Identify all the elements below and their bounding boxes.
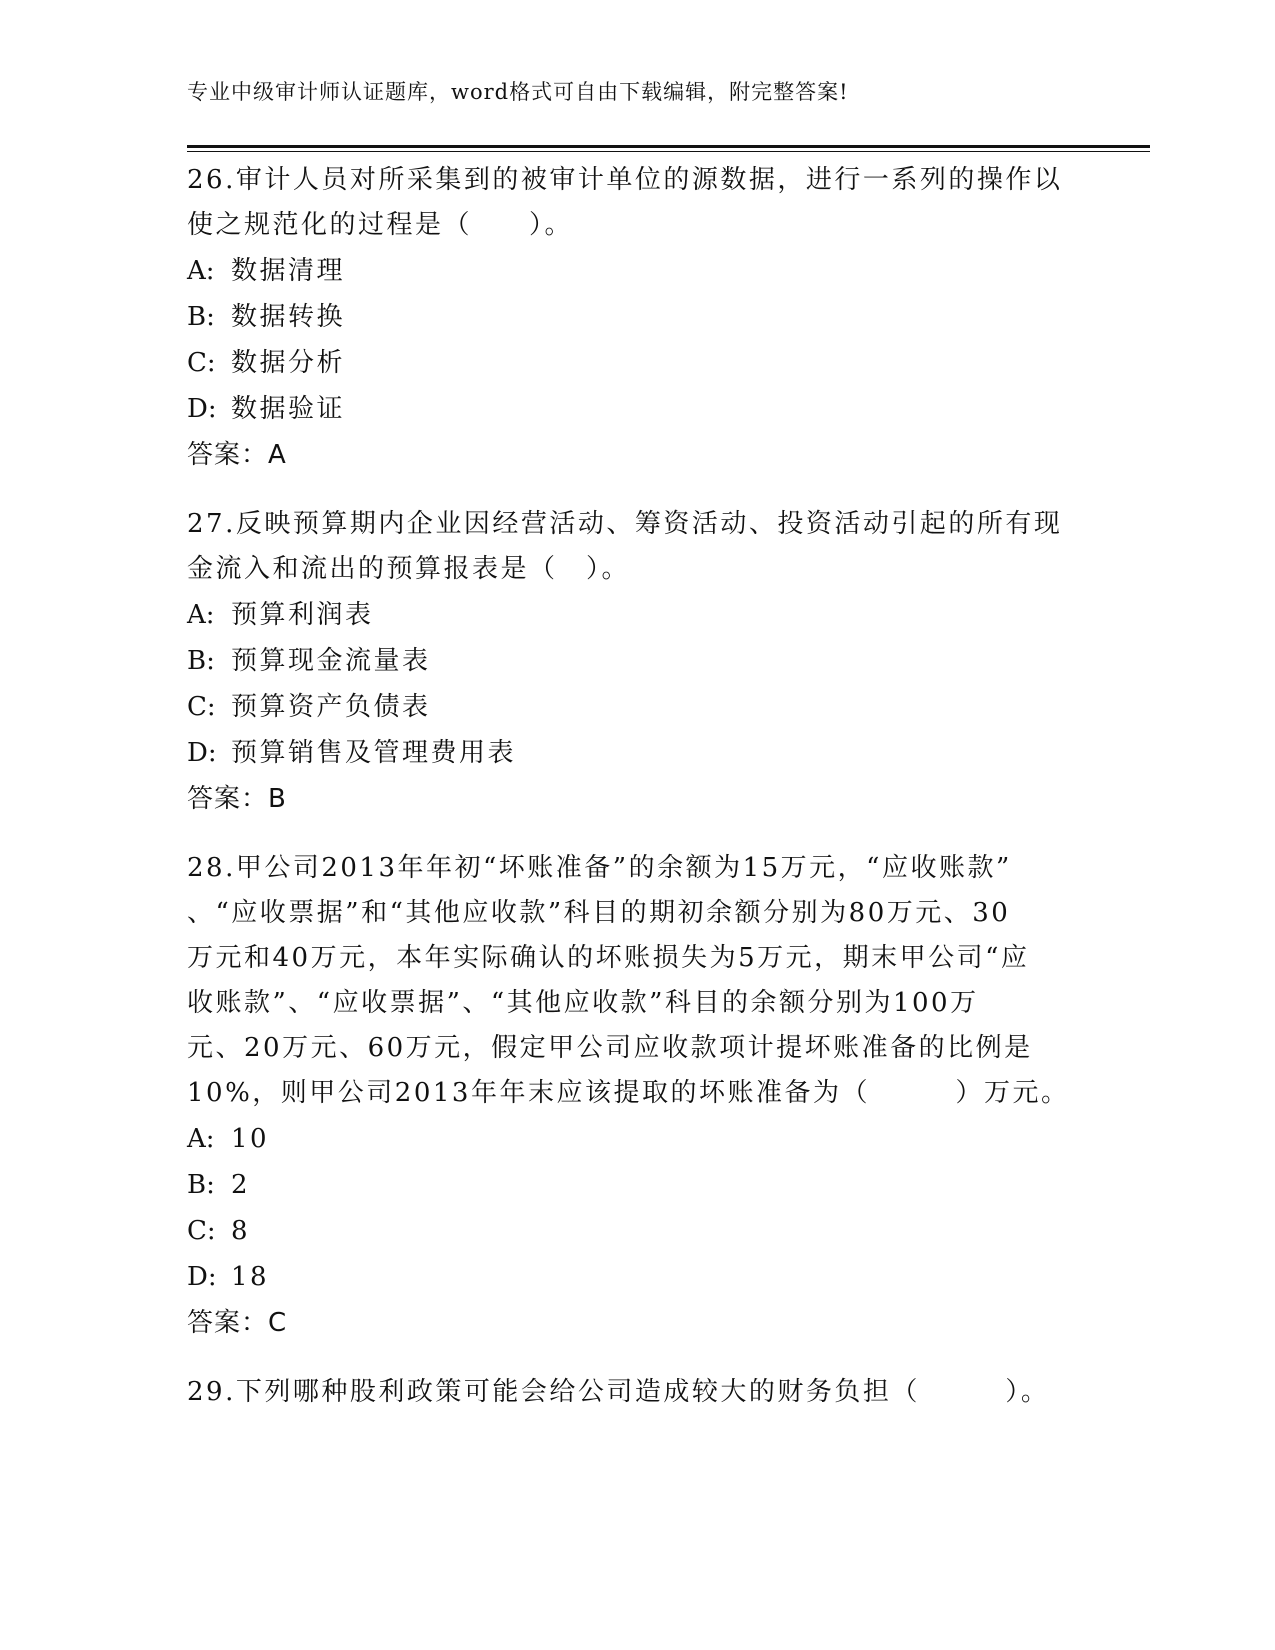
option-text: 2 xyxy=(231,1170,251,1200)
option-text: 预算现金流量表 xyxy=(231,646,431,676)
option-key: A: xyxy=(187,256,215,286)
option-b xyxy=(187,294,1087,340)
option-text: 预算利润表 xyxy=(231,600,374,630)
question-stem-line: 、“应收票据”和“其他应收款”科目的期初余额分别为80万元、30 xyxy=(187,898,1011,928)
option-key: C: xyxy=(187,1216,216,1246)
option-d xyxy=(187,1254,1087,1300)
question-stem-line: 金流入和流出的预算报表是（ ）。 xyxy=(187,554,631,584)
option-key: B: xyxy=(187,1170,215,1200)
option-key: B: xyxy=(187,646,215,676)
header-rule-thin xyxy=(187,151,1150,152)
header-rule-thick xyxy=(187,145,1150,148)
answer-line: 答案：A xyxy=(187,440,287,470)
question-stem-line: 元、20万元、60万元，假定甲公司应收款项计提坏账准备的比例是 xyxy=(187,1033,1033,1063)
option-text: 预算销售及管理费用表 xyxy=(231,738,517,768)
option-text: 10 xyxy=(231,1124,270,1154)
answer-line: 答案：B xyxy=(187,784,287,814)
option-a xyxy=(187,592,1087,638)
page-header: 专业中级审计师认证题库，word格式可自由下载编辑，附完整答案! xyxy=(187,80,849,104)
option-text: 18 xyxy=(231,1262,270,1292)
option-text: 数据分析 xyxy=(231,348,346,378)
option-key: C: xyxy=(187,348,216,378)
option-key: C: xyxy=(187,692,216,722)
question-stem-line: 27.反映预算期内企业因经营活动、筹资活动、投资活动引起的所有现 xyxy=(187,509,1063,539)
question-26 xyxy=(187,158,1087,478)
question-stem-line: 26.审计人员对所采集到的被审计单位的源数据，进行一系列的操作以 xyxy=(187,165,1063,195)
option-key: D: xyxy=(187,1262,217,1292)
option-text: 数据验证 xyxy=(231,394,346,424)
question-stem-line: 收账款”、“应收票据”、“其他应收款”科目的余额分别为100万 xyxy=(187,988,979,1018)
option-a xyxy=(187,248,1087,294)
option-key: D: xyxy=(187,394,217,424)
option-text: 数据清理 xyxy=(231,256,346,286)
question-stem-line: 10%，则甲公司2013年年末应该提取的坏账准备为（ ）万元。 xyxy=(187,1078,1070,1108)
option-key: A: xyxy=(187,1124,215,1154)
option-d xyxy=(187,386,1087,432)
question-27 xyxy=(187,502,1087,822)
option-b xyxy=(187,1162,1087,1208)
question-stem-line: 使之规范化的过程是（ ）。 xyxy=(187,210,574,240)
option-a xyxy=(187,1116,1087,1162)
question-stem-line: 28.甲公司2013年年初“坏账准备”的余额为15万元，“应收账款” xyxy=(187,853,1012,883)
option-key: A: xyxy=(187,600,215,630)
question-28 xyxy=(187,846,1087,1346)
question-29 xyxy=(187,1370,1087,1415)
option-key: B: xyxy=(187,302,215,332)
option-c xyxy=(187,1208,1087,1254)
option-c xyxy=(187,340,1087,386)
option-b xyxy=(187,638,1087,684)
option-text: 数据转换 xyxy=(231,302,346,332)
question-stem-line: 29.下列哪种股利政策可能会给公司造成较大的财务负担（ ）。 xyxy=(187,1377,1050,1407)
answer-line: 答案：C xyxy=(187,1308,288,1338)
question-stem-line: 万元和40万元，本年实际确认的坏账损失为5万元，期末甲公司“应 xyxy=(187,943,1030,973)
option-key: D: xyxy=(187,738,217,768)
option-d xyxy=(187,730,1087,776)
option-text: 8 xyxy=(231,1216,251,1246)
option-text: 预算资产负债表 xyxy=(231,692,431,722)
option-c xyxy=(187,684,1087,730)
question-list xyxy=(187,158,1087,1439)
